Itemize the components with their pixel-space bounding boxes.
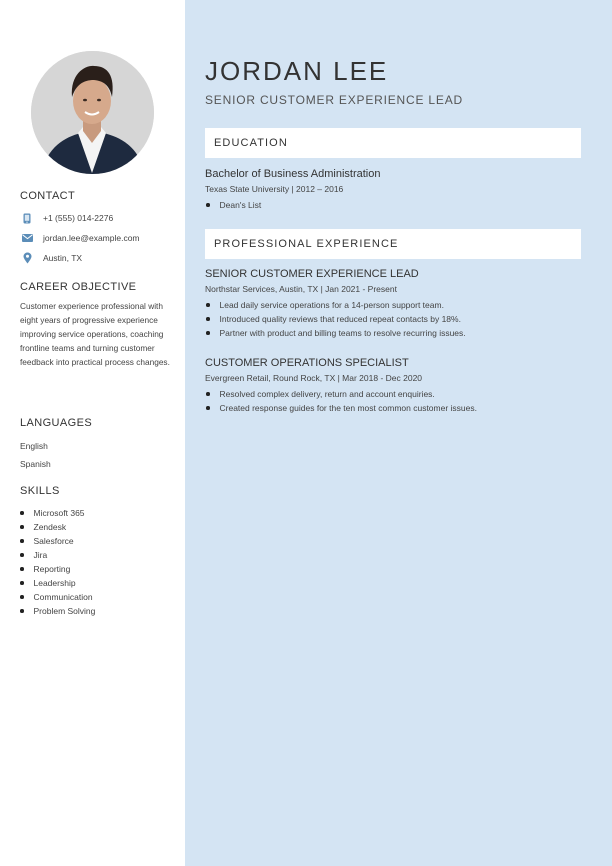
skill-item (20, 604, 170, 618)
skill-label: Leadership (33, 578, 76, 588)
experience-heading: PROFESSIONAL EXPERIENCE (205, 229, 581, 259)
school-line: Texas State University | 2012 – 2016 (205, 184, 344, 194)
bullet-icon (20, 567, 24, 571)
education-bullet-text: Dean's List (219, 200, 262, 210)
job-entry (205, 356, 585, 415)
degree-title: Bachelor of Business Administration (205, 168, 381, 180)
job-employer-line: Northstar Services, Austin, TX | Jan 2021 - Present (205, 284, 397, 294)
skills-heading: SKILLS (20, 485, 60, 497)
sidebar (0, 0, 185, 866)
location-pin-icon (20, 252, 34, 264)
job-entry (205, 267, 585, 340)
contact-email (20, 228, 170, 248)
bullet-icon (206, 406, 210, 410)
job-bullet (205, 312, 585, 326)
bullet-icon (20, 609, 24, 613)
objective-heading: CAREER OBJECTIVE (20, 281, 137, 293)
email-text[interactable]: jordan.lee@example.com (43, 233, 140, 243)
skill-label: Salesforce (33, 536, 74, 546)
job-bullet (205, 387, 585, 401)
skill-label: Communication (33, 592, 93, 602)
job-title: CUSTOMER OPERATIONS SPECIALIST (205, 357, 409, 369)
job-bullet-text: Partner with product and billing teams to resolve recurring issues. (219, 328, 466, 338)
skill-item (20, 590, 170, 604)
bullet-icon (20, 525, 24, 529)
job-bullet-text: Lead daily service operations for a 14-person support team. (219, 300, 444, 310)
job-bullet-text: Created response guides for the ten most common customer issues. (219, 403, 477, 413)
objective-text: Customer experience professional with eight years of progressive experience improving service operations, coaching frontline teams and turning customer feedback into practical process changes. (20, 301, 170, 367)
skills-section (20, 485, 170, 618)
profile-photo-illustration (31, 51, 154, 174)
contact-phone (20, 208, 170, 228)
candidate-name: JORDAN LEE (205, 56, 389, 86)
phone-icon (20, 212, 34, 224)
skill-label: Zendesk (33, 522, 67, 532)
contact-heading: CONTACT (20, 190, 76, 202)
education-bullet (205, 198, 585, 212)
main-column (185, 0, 612, 866)
language-item: English (20, 441, 48, 451)
job-bullet-text: Resolved complex delivery, return and account enquiries. (219, 389, 435, 399)
candidate-title: SENIOR CUSTOMER EXPERIENCE LEAD (205, 93, 463, 107)
skill-label: Problem Solving (33, 606, 96, 616)
languages-heading: LANGUAGES (20, 417, 93, 429)
education-entry (205, 167, 585, 212)
location-text: Austin, TX (43, 253, 83, 263)
phone-text[interactable]: +1 (555) 014-2276 (43, 213, 114, 223)
skill-item (20, 520, 170, 534)
skill-label: Jira (33, 550, 48, 560)
skill-item (20, 548, 170, 562)
skill-item (20, 576, 170, 590)
bullet-icon (20, 511, 24, 515)
objective-section (20, 281, 170, 369)
bullet-icon (206, 392, 210, 396)
contact-section (20, 190, 170, 268)
mail-icon (20, 232, 34, 244)
language-item: Spanish (20, 459, 51, 469)
job-bullet (205, 298, 585, 312)
bullet-icon (206, 331, 210, 335)
bullet-icon (206, 317, 210, 321)
job-bullet (205, 401, 585, 415)
bullet-icon (206, 303, 210, 307)
bullet-icon (206, 203, 210, 207)
languages-section (20, 417, 170, 473)
bullet-icon (20, 595, 24, 599)
job-title: SENIOR CUSTOMER EXPERIENCE LEAD (205, 268, 419, 280)
skill-label: Reporting (33, 564, 71, 574)
skill-item (20, 562, 170, 576)
bullet-icon (20, 553, 24, 557)
contact-location (20, 248, 170, 268)
job-employer-line: Evergreen Retail, Round Rock, TX | Mar 2018 - Dec 2020 (205, 373, 423, 383)
skill-label: Microsoft 365 (33, 508, 85, 518)
skill-item (20, 506, 170, 520)
bullet-icon (20, 539, 24, 543)
job-bullet (205, 326, 585, 340)
education-heading: EDUCATION (205, 128, 581, 158)
skill-item (20, 534, 170, 548)
bullet-icon (20, 581, 24, 585)
profile-photo (31, 51, 154, 174)
job-bullet-text: Introduced quality reviews that reduced repeat contacts by 18%. (219, 314, 461, 324)
